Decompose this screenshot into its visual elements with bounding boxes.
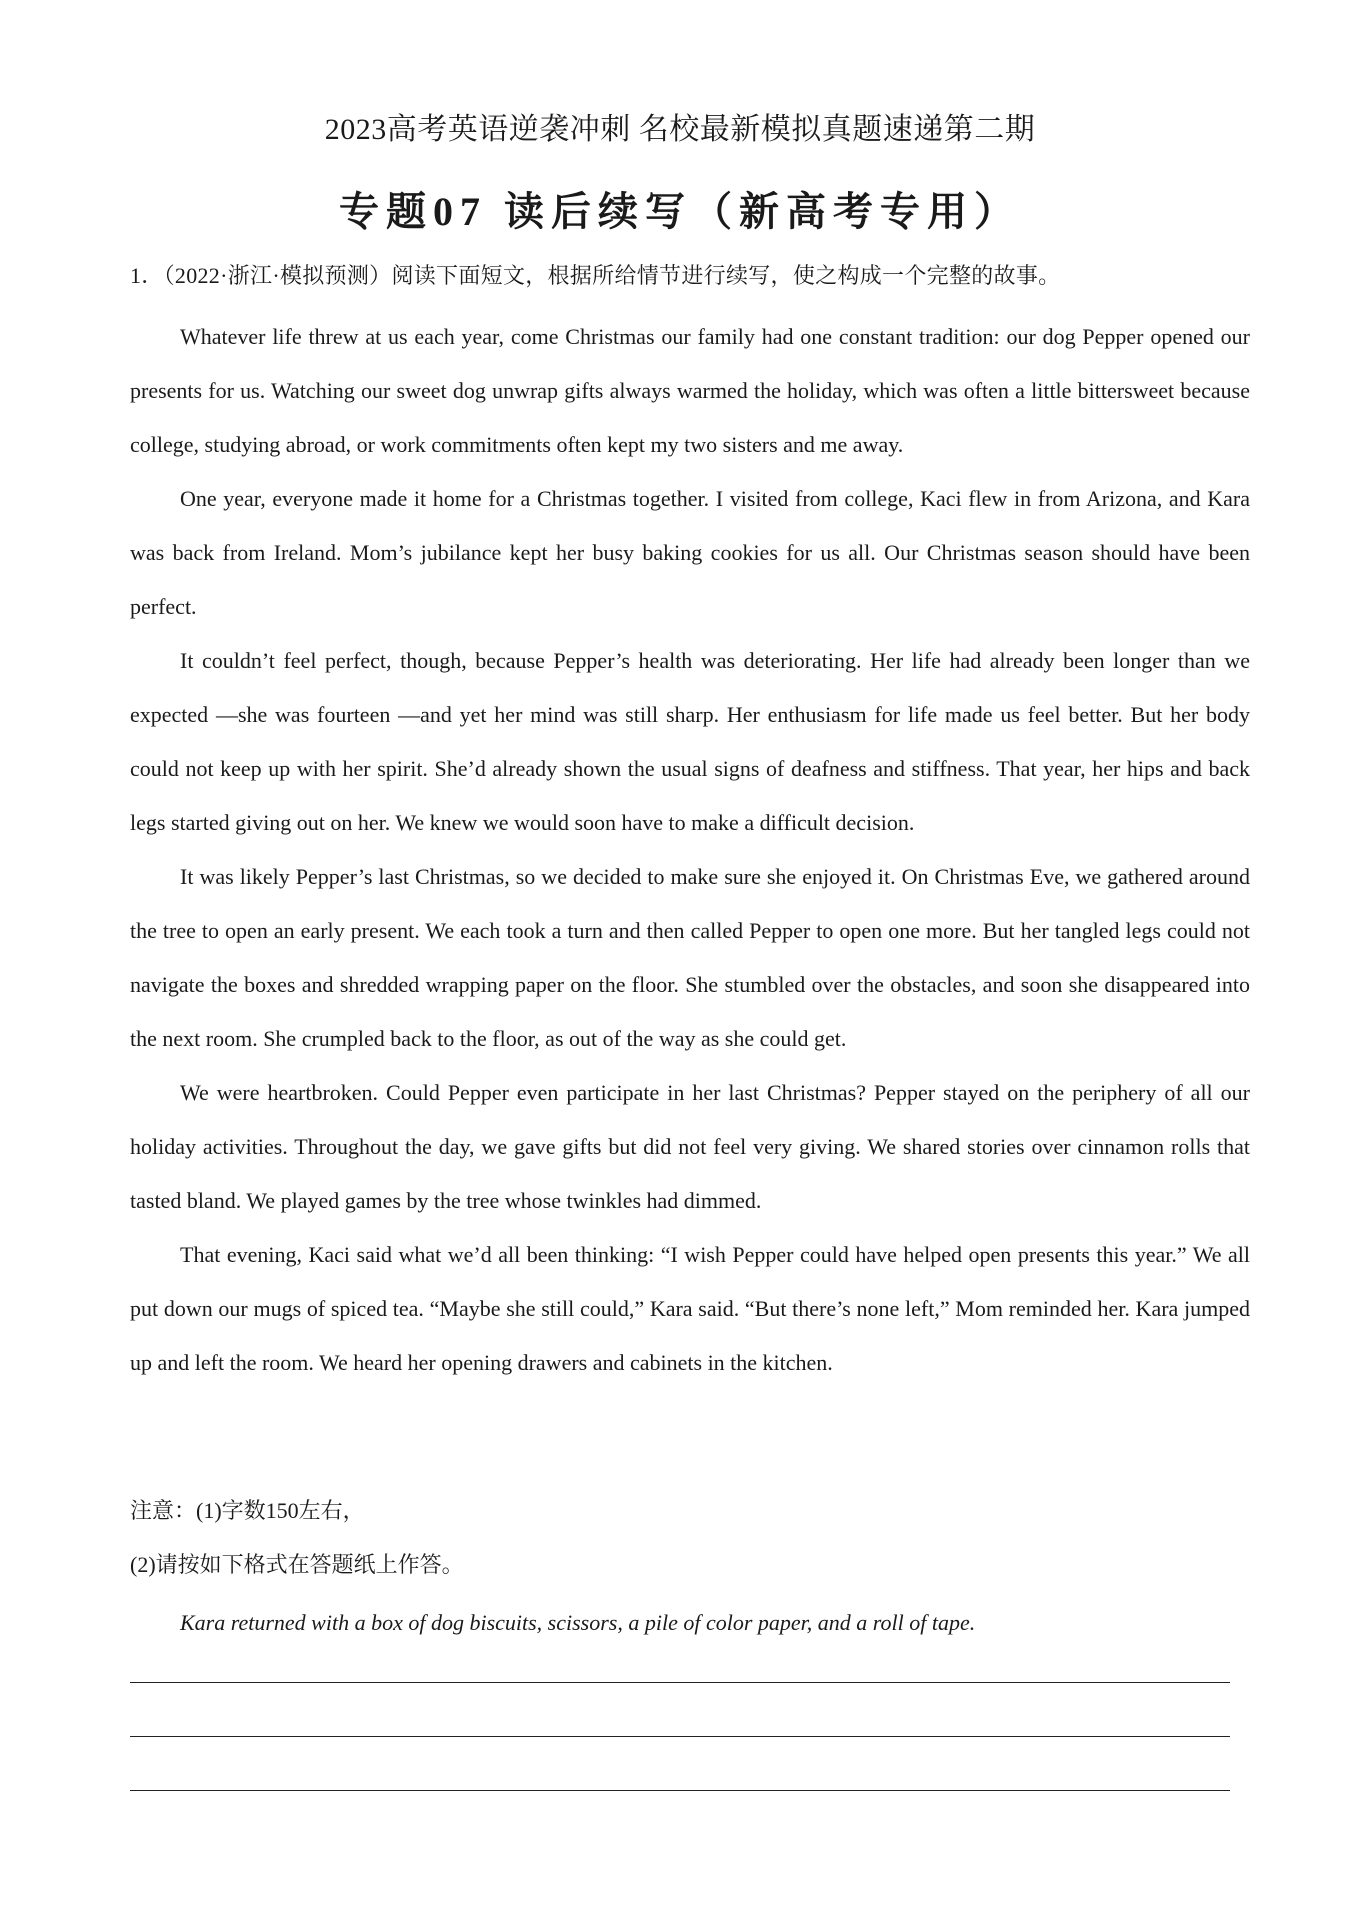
question-intro: 1．（2022·浙江·模拟预测）阅读下面短文，根据所给情节进行续写，使之构成一个完整的故事。 [130,263,1061,288]
passage-paragraph: That evening, Kaci said what we’d all been thinking: “I wish Pepper could have helped open presents this year.” We all put down our mugs of spiced tea. “Maybe she still could,” Kara said. “But there’s none left,” Mom reminded her. Kara jumped up and left the room. We heard her opening drawers and cabinets in the kitchen. [130,1242,1250,1375]
note-word-count: 注意：(1)字数150左右， [130,1498,365,1523]
passage-paragraph: It was likely Pepper’s last Christmas, so we decided to make sure she enjoyed it. On Christmas Eve, we gathered around the tree to open an early present. We each took a turn and then called Pepper to open one more. But her tangled legs could not navigate the boxes and shredded wrapping paper on the floor. She stumbled over the obstacles, and soon she disappeared into the next room. She crumpled back to the floor, as out of the way as she could get. [130,864,1250,1051]
writing-notes [130,1484,1250,1592]
continuation-prompt: Kara returned with a box of dog biscuits, scissors, a pile of color paper, and a roll of tape. [180,1610,976,1635]
passage-paragraph: It couldn’t feel perfect, though, because Pepper’s health was deteriorating. Her life had already been longer than we expected —she was fourteen —and yet her mind was still sharp. Her enthusiasm for life made us feel better. But her body could not keep up with her spirit. She’d already shown the usual signs of deafness and stiffness. That year, her hips and back legs started giving out on her. We knew we would soon have to make a difficult decision. [130,648,1250,835]
answer-line [130,1682,1230,1683]
topic-title: 专题07 读后续写（新高考专用） [339,189,1021,234]
answer-line [130,1736,1230,1737]
passage-paragraph: We were heartbroken. Could Pepper even participate in her last Christmas? Pepper stayed on the periphery of all our holiday activities. Throughout the day, we gave gifts but did not feel very giving. We shared stories over cinnamon rolls that tasted bland. We played games by the tree whose twinkles had dimmed. [130,1080,1250,1213]
passage-paragraph: Whatever life threw at us each year, come Christmas our family had one constant tradition: our dog Pepper opened our presents for us. Watching our sweet dog unwrap gifts always warmed the holiday, which was often a little bittersweet because college, studying abroad, or work commitments often kept my two sisters and me away. [130,324,1250,457]
answer-line [130,1790,1230,1791]
note-answer-format: (2)请按如下格式在答题纸上作答。 [130,1552,464,1577]
series-title: 2023高考英语逆袭冲刺 名校最新模拟真题速递第二期 [324,113,1036,146]
story-passage [130,310,1250,1390]
passage-paragraph: One year, everyone made it home for a Christmas together. I visited from college, Kaci flew in from Arizona, and Kara was back from Ireland. Mom’s jubilance kept her busy baking cookies for us all. Our Christmas season should have been perfect. [130,486,1250,619]
